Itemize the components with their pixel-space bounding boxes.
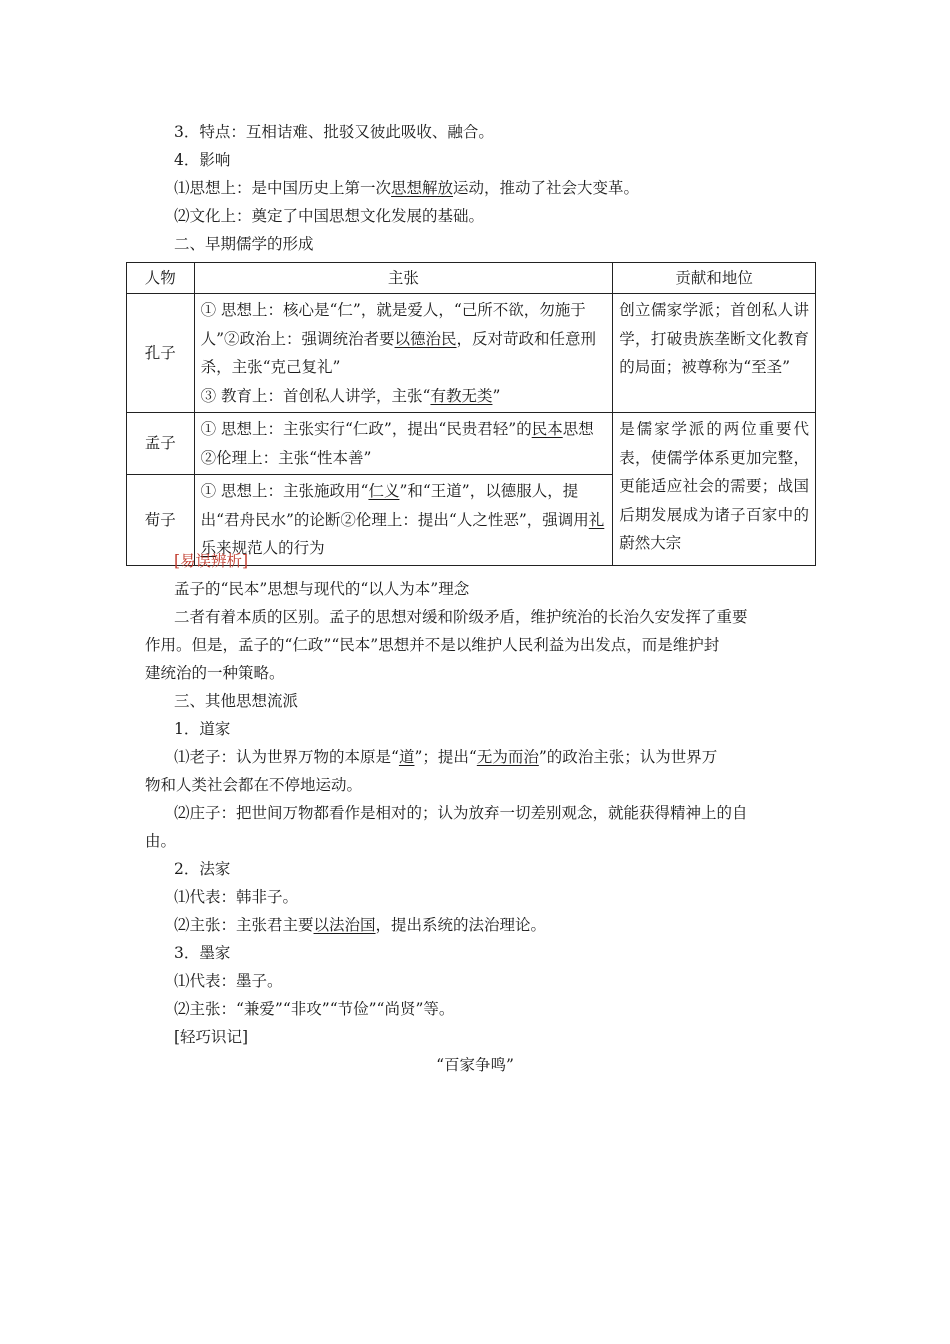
analysis-title: 孟子的“民本”思想与现代的“以人为本”理念 — [174, 580, 470, 598]
memo-title: “百家争鸣” — [436, 1056, 514, 1074]
confucian-table — [126, 262, 816, 566]
zhuangzi-line: 由。 — [145, 832, 177, 850]
mohism-rep: ⑴代表：墨子。 — [174, 972, 283, 990]
analysis-paragraph: 作用。但是，孟子的“仁政”“民本”思想并不是以维护人民利益为出发点，而是维护封 — [145, 636, 720, 654]
influence-heading: 4．影响 — [174, 151, 231, 169]
person-xunzi: 荀子 — [127, 475, 195, 566]
memo-tag: [轻巧识记] — [174, 1028, 249, 1046]
table-row — [127, 413, 816, 475]
mohism-heading: 3．墨家 — [174, 944, 231, 962]
person-mengzi: 孟子 — [127, 413, 195, 475]
contribution-mengzi-xunzi: 是儒家学派的两位重要代表，使儒学体系更加完整，更能适应社会的需要；战国后期发展成为诸子百家中的蔚然大宗 — [613, 413, 816, 566]
claims-xunzi: ① 思想上：主张施政用“仁义”和“王道”，以德服人，提出“君舟民水”的论断②伦理上：提出“人之性恶”，强调用礼乐来规范人的行为 — [194, 475, 613, 566]
header-claims: 主张 — [194, 263, 613, 294]
mohism-claim: ⑵主张：“兼爱”“非攻”“节俭”“尚贤”等。 — [174, 1000, 455, 1018]
analysis-tag: [易误辨析] — [174, 552, 249, 570]
claims-kongzi: ① 思想上：核心是“仁”，就是爱人，“己所不欲，勿施于人”②政治上：强调统治者要以德治民，反对苛政和任意刑杀，主张“克己复礼” ③ 教育上：首创私人讲学，主张“有教无类” — [194, 294, 613, 413]
header-contribution: 贡献和地位 — [613, 263, 816, 294]
section-heading-confucianism: 二、早期儒学的形成 — [174, 235, 314, 253]
feature-line: 3．特点：互相诘难、批驳又彼此吸收、融合。 — [174, 123, 494, 141]
header-person: 人物 — [127, 263, 195, 294]
zhuangzi-line: ⑵庄子：把世间万物都看作是相对的；认为放弃一切差别观念，就能获得精神上的自 — [174, 804, 748, 822]
table-row — [127, 294, 816, 413]
taoism-heading: 1．道家 — [174, 720, 231, 738]
influence-culture: ⑵文化上：奠定了中国思想文化发展的基础。 — [174, 207, 485, 225]
analysis-paragraph: 建统治的一种策略。 — [145, 664, 285, 682]
influence-thought: ⑴思想上：是中国历史上第一次思想解放运动，推动了社会大变革。 — [174, 179, 640, 197]
section-heading-other: 三、其他思想流派 — [174, 692, 299, 710]
contribution-kongzi: 创立儒家学派；首创私人讲学，打破贵族垄断文化教育的局面；被尊称为“至圣” — [613, 294, 816, 413]
legalism-claim: ⑵主张：主张君主要以法治国，提出系统的法治理论。 — [174, 916, 547, 934]
analysis-paragraph: 二者有着本质的区别。孟子的思想对缓和阶级矛盾，维护统治的长治久安发挥了重要 — [174, 608, 748, 626]
laozi-line: ⑴老子：认为世界万物的本原是“道”；提出“无为而治”的政治主张；认为世界万 — [174, 748, 718, 766]
laozi-line: 物和人类社会都在不停地运动。 — [145, 776, 363, 794]
table-header-row — [127, 263, 816, 294]
legalism-heading: 2．法家 — [174, 860, 231, 878]
claims-mengzi: ① 思想上：主张实行“仁政”，提出“民贵君轻”的民本思想②伦理上：主张“性本善” — [194, 413, 613, 475]
legalism-rep: ⑴代表：韩非子。 — [174, 888, 299, 906]
person-kongzi: 孔子 — [127, 294, 195, 413]
